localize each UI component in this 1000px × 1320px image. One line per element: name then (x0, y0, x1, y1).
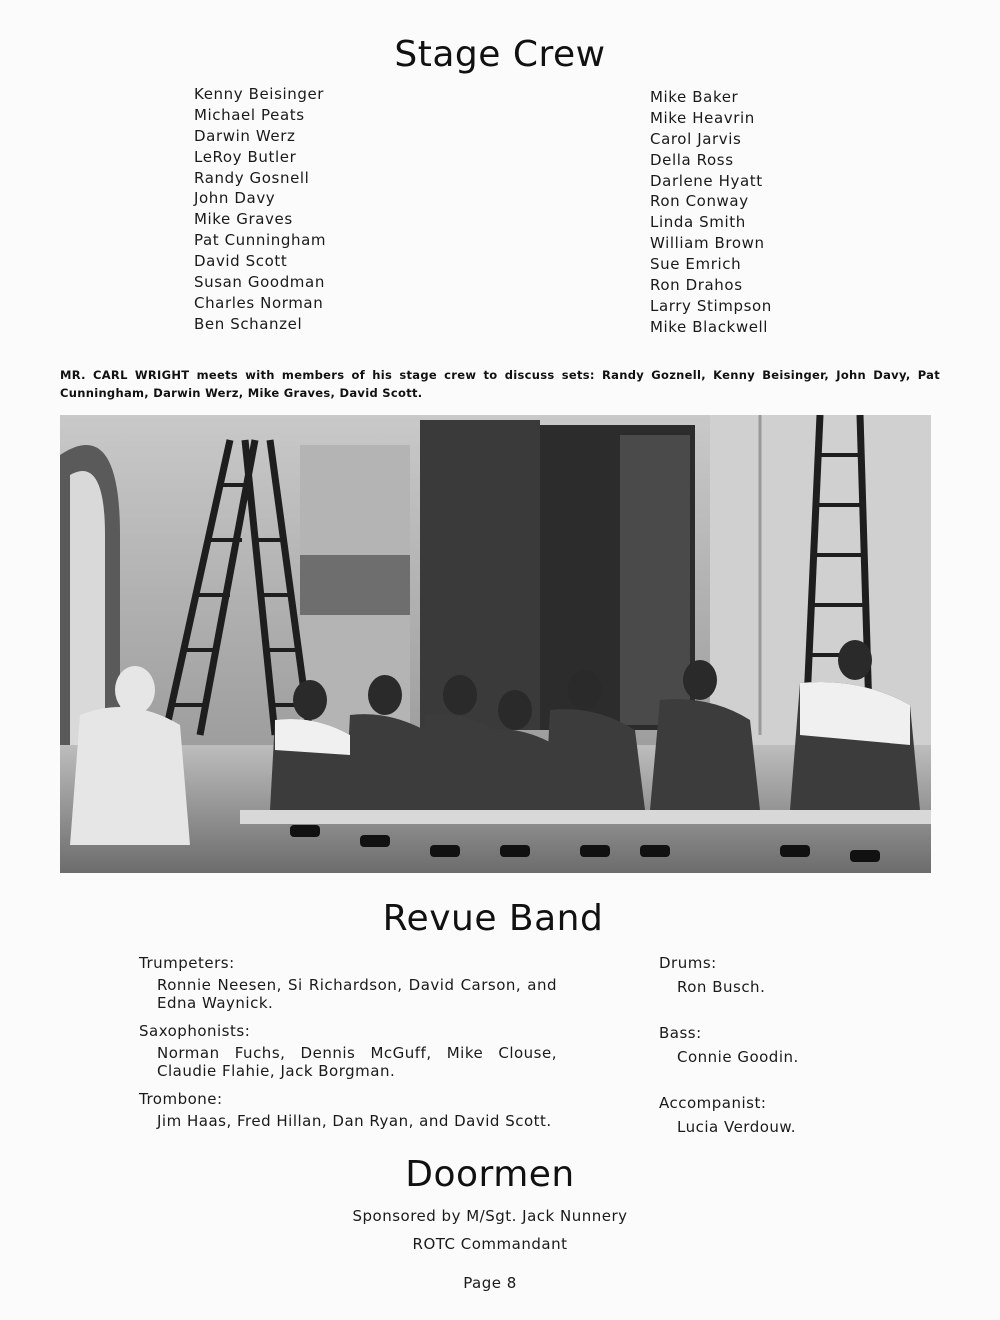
band-right-column (659, 954, 859, 1136)
list-item: Carol Jarvis (650, 129, 742, 148)
band-group-names: Jim Haas, Fred Hillan, Dan Ryan, and David Scott. (157, 1112, 552, 1130)
band-group-trombone (139, 1090, 557, 1130)
list-item: William Brown (650, 234, 765, 253)
list-item: Sue Emrich (650, 255, 742, 274)
doormen-title: Doormen (405, 1154, 575, 1195)
band-group-label: Saxophonists: (139, 1022, 251, 1040)
list-item: LeRoy Butler (194, 147, 297, 166)
list-item: Linda Smith (650, 213, 746, 232)
list-item: Mike Heavrin (650, 108, 755, 127)
page-number: Page 8 (463, 1274, 517, 1292)
list-item: Pat Cunningham (194, 231, 327, 250)
list-item: Mike Graves (194, 210, 293, 229)
band-group-accompanist (659, 1094, 859, 1136)
list-item: Darlene Hyatt (650, 171, 763, 190)
stage-crew-left-list (194, 84, 326, 335)
band-group-names: Ronnie Neesen, Si Richardson, David Carson, and Edna Waynick. (157, 976, 557, 1012)
band-group-label: Accompanist: (659, 1094, 767, 1112)
band-left-column (139, 954, 557, 1130)
band-group-label: Bass: (659, 1024, 702, 1042)
list-item: Susan Goodman (194, 273, 325, 292)
stage-crew-photo (60, 415, 931, 873)
band-group-names: Connie Goodin. (677, 1048, 799, 1066)
band-group-label: Trumpeters: (139, 954, 235, 972)
doormen-role: ROTC Commandant (412, 1235, 568, 1253)
list-item: Michael Peats (194, 105, 305, 124)
list-item: Mike Baker (650, 88, 739, 106)
list-item: Darwin Werz (194, 126, 296, 145)
list-item: Larry Stimpson (650, 296, 772, 315)
list-item: Ron Conway (650, 192, 749, 211)
list-item: John Davy (194, 189, 276, 208)
list-item: Mike Blackwell (650, 317, 769, 336)
band-group-label: Trombone: (139, 1090, 223, 1108)
list-item: Randy Gosnell (194, 168, 310, 187)
band-group-saxophonists (139, 1022, 557, 1080)
photo-caption: MR. CARL WRIGHT meets with members of his stage crew to discuss sets: Randy Goznell, Kenny Beisinger, John Davy, Pat Cunningham, Darwin Werz, Mike Graves, David Scott. (60, 368, 940, 400)
band-group-label: Drums: (659, 954, 717, 972)
stage-crew-right-list (650, 87, 772, 338)
list-item: Della Ross (650, 150, 734, 169)
band-group-names: Norman Fuchs, Dennis McGuff, Mike Clouse, Claudie Flahie, Jack Borgman. (157, 1044, 557, 1080)
band-group-bass (659, 1024, 859, 1066)
doormen-sponsor: Sponsored by M/Sgt. Jack Nunnery (352, 1207, 628, 1225)
stage-crew-title: Stage Crew (394, 34, 606, 75)
band-group-drums (659, 954, 859, 996)
list-item: Ron Drahos (650, 276, 743, 295)
revue-band-title: Revue Band (382, 898, 604, 939)
list-item: David Scott (194, 252, 288, 271)
band-group-trumpeters (139, 954, 557, 1012)
band-group-names: Ron Busch. (677, 978, 766, 996)
list-item: Ben Schanzel (194, 314, 303, 333)
list-item: Charles Norman (194, 293, 324, 312)
band-group-names: Lucia Verdouw. (677, 1118, 797, 1136)
list-item: Kenny Beisinger (194, 85, 325, 103)
